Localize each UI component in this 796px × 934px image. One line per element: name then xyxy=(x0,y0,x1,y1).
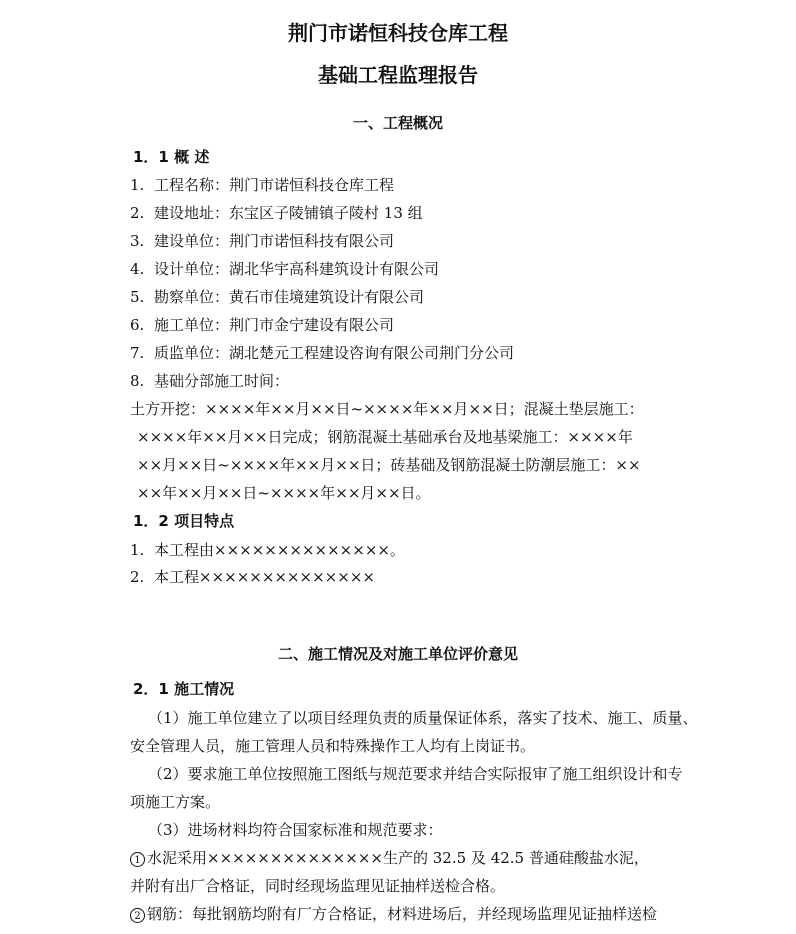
body-line: 项施工方案。 xyxy=(130,793,221,811)
section-heading-1: 一、工程概况 xyxy=(352,114,443,132)
body-line: （3）进场材料均符合国家标准和规范要求： xyxy=(148,821,443,839)
list-item: 1. 本工程由××××××××××××××。 xyxy=(130,541,405,559)
document-title-line2: 基础工程监理报告 xyxy=(318,63,478,87)
body-line: 安全管理人员，施工管理人员和特殊操作工人均有上岗证书。 xyxy=(130,737,536,755)
circled-list-item: 2 钢筋：每批钢筋均附有厂方合格证，材料进场后，并经现场监理见证抽样送检 xyxy=(130,904,657,924)
schedule-paragraph-line: ××月××日~××××年××月××日；砖基础及钢筋混凝土防潮层施工：×× xyxy=(137,456,641,474)
list-item: 5. 勘察单位：黄石市佳境建筑设计有限公司 xyxy=(130,288,425,306)
list-item: 1. 工程名称：荆门市诺恒科技仓库工程 xyxy=(130,176,395,194)
circled-number-2: 2 xyxy=(130,908,145,923)
body-line: （1）施工单位建立了以项目经理负责的质量保证体系，落实了技术、施工、质量、 xyxy=(148,709,698,727)
list-item: 2. 本工程×××××××××××××× xyxy=(130,568,375,586)
document-title-line1: 荆门市诺恒科技仓库工程 xyxy=(288,21,508,45)
list-item: 8. 基础分部施工时间： xyxy=(130,372,290,390)
schedule-paragraph-line: ××年××月××日~××××年××月××日。 xyxy=(137,484,431,502)
list-item: 4. 设计单位：湖北华宇高科建筑设计有限公司 xyxy=(130,260,440,278)
schedule-paragraph-line: 土方开挖：××××年××月××日~××××年××月××日；混凝土垫层施工： xyxy=(130,400,644,418)
circled-number-1: 1 xyxy=(130,852,145,867)
subsection-heading-2-1: 2．1 施工情况 xyxy=(133,680,235,698)
list-item: 3. 建设单位：荆门市诺恒科技有限公司 xyxy=(130,232,395,250)
subsection-heading-1-1: 1．1 概 述 xyxy=(133,148,210,166)
section-heading-2: 二、施工情况及对施工单位评价意见 xyxy=(277,645,518,663)
list-item: 2. 建设地址：东宝区子陵铺镇子陵村 13 组 xyxy=(130,204,423,222)
list-item: 6. 施工单位：荆门市金宁建设有限公司 xyxy=(130,316,395,334)
circled-list-item: 1 水泥采用××××××××××××××生产的 32.5 及 42.5 普通硅酸盐水泥， xyxy=(130,848,649,868)
circled-list-item-continuation: 并附有出厂合格证，同时经现场监理见证抽样送检合格。 xyxy=(130,877,506,895)
subsection-heading-1-2: 1．2 项目特点 xyxy=(133,512,235,530)
schedule-paragraph-line: ××××年××月××日完成；钢筋混凝土基础承台及地基梁施工：××××年 xyxy=(137,428,633,446)
list-item: 7. 质监单位：湖北楚元工程建设咨询有限公司荆门分公司 xyxy=(130,344,515,362)
body-line: （2）要求施工单位按照施工图纸与规范要求并结合实际报审了施工组织设计和专 xyxy=(148,765,683,783)
